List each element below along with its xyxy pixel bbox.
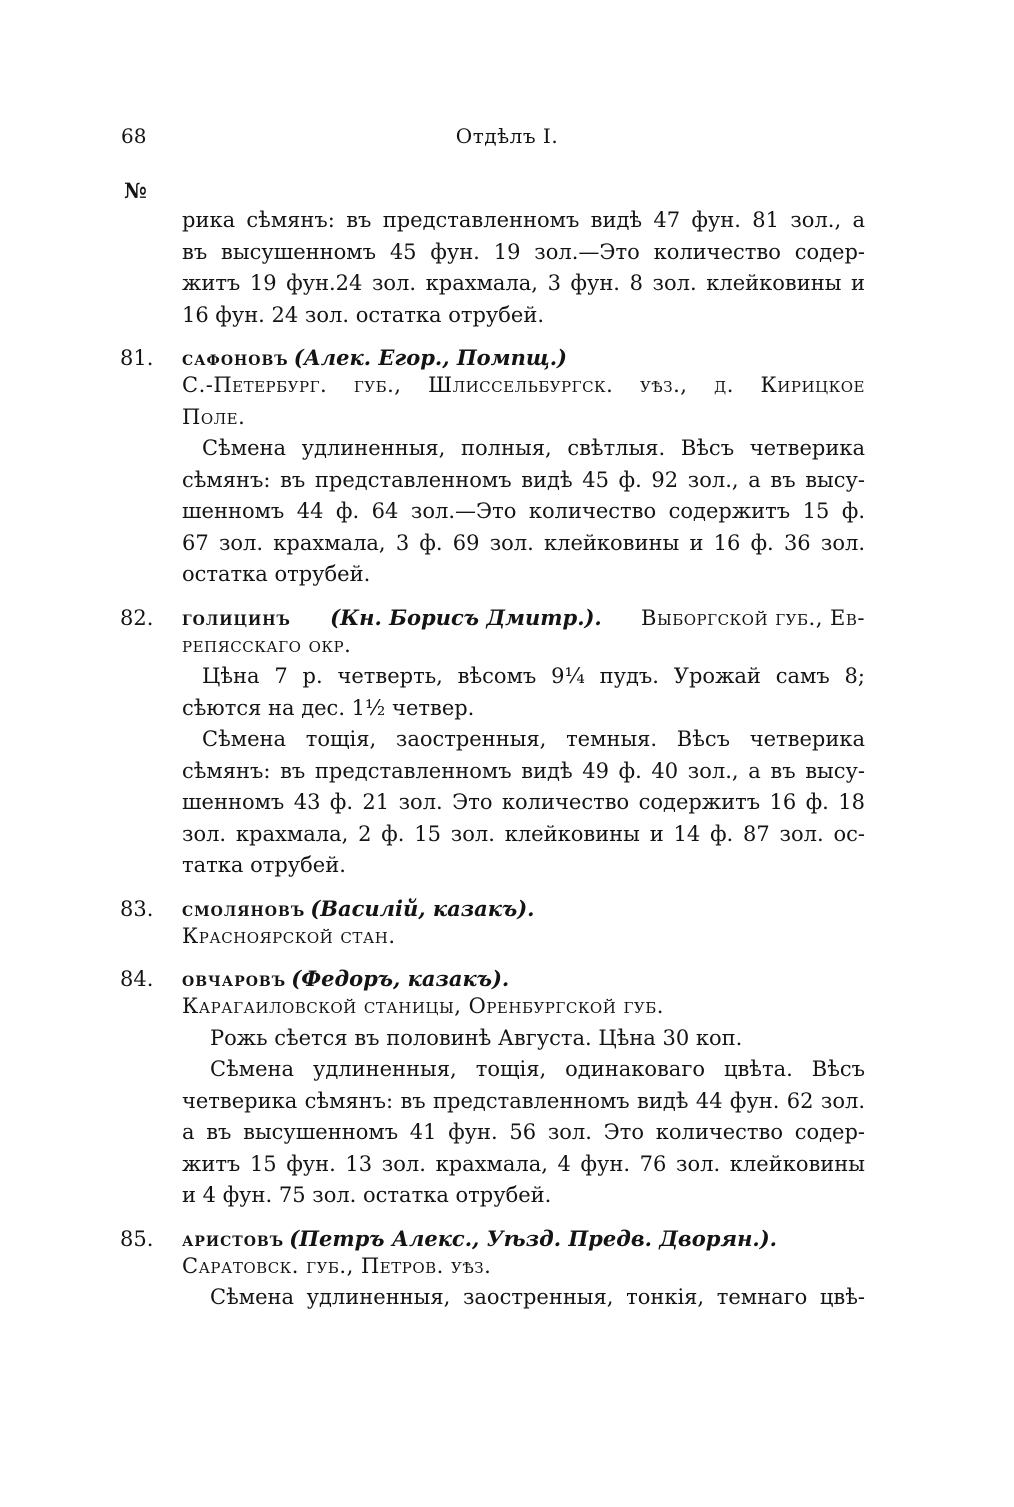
text-line: 67 зол. крахмала, 3 ф. 69 зол. клейковины и 16 ф. 36 зол. xyxy=(182,530,865,555)
entry-details: (Федоръ, казакъ). xyxy=(291,966,510,991)
text-line: Сѣмена удлиненныя, тощія, одинаковаго цвѣта. Вѣсъ xyxy=(210,1057,865,1081)
entry-name: смоляновъ xyxy=(182,896,306,921)
entry-number: 82. xyxy=(120,605,154,630)
entry-83 xyxy=(120,896,865,953)
place-line: Красноярской стан. xyxy=(182,923,396,948)
entry-details: (Петръ Алекс., Уѣзд. Предв. Дворян.). xyxy=(289,1225,777,1251)
text-line: 16 фун. 24 зол. остатка отрубей. xyxy=(182,302,545,327)
text-line: Сѣмена удлиненныя, полныя, свѣтлыя. Вѣсъ четверика xyxy=(202,436,865,460)
entry-name: аристовъ xyxy=(182,1226,285,1251)
entry-heading-place: Выборгской губ., Ев- xyxy=(641,605,865,630)
place-line: репясскаго окр. xyxy=(182,632,352,657)
text-line: Рожь сѣется въ половинѣ Августа. Цѣна 30 коп. xyxy=(210,1025,743,1050)
text-line: житъ 19 фун.24 зол. крахмала, 3 фун. 8 зол. клейковины и xyxy=(182,271,865,295)
place-line: Саратовск. губ., Петров. уѣз. xyxy=(182,1253,492,1278)
place-line: Поле. xyxy=(182,404,246,429)
text-line: сѣмянъ: въ представленномъ видѣ 45 ф. 92 зол., а въ высу- xyxy=(182,467,865,492)
text-line: шенномъ 43 ф. 21 зол. Это количество содержитъ 16 ф. 18 xyxy=(182,790,865,814)
entry-details: (Кн. Борисъ Дмитр.). xyxy=(330,604,602,630)
text-line: Цѣна 7 р. четверть, вѣсомъ 9¼ пудъ. Урожай самъ 8; xyxy=(202,664,865,688)
place-line: Карагаиловской станицы, Оренбургской губ. xyxy=(182,994,664,1018)
text-line: сѣмянъ: въ представленномъ видѣ 49 ф. 40 зол., а въ высу- xyxy=(182,758,865,783)
text-line: а въ высушенномъ 41 фун. 56 зол. Это количество содер- xyxy=(182,1120,865,1144)
entry-number: 83. xyxy=(120,896,154,921)
entry-heading xyxy=(120,966,865,991)
entry-details: (Василій, казакъ). xyxy=(310,895,535,921)
page-number: 68 xyxy=(121,124,147,148)
page-header xyxy=(0,124,1014,158)
running-head: Отдѣлъ I. xyxy=(455,124,559,148)
text-line: и 4 фун. 75 зол. остатка отрубей. xyxy=(182,1183,552,1207)
entry-number: 84. xyxy=(120,967,154,991)
text-line: Сѣмена удлиненныя, заостренныя, тонкія, темнаго цвѣ- xyxy=(210,1285,865,1309)
entry-name: сафоновъ xyxy=(182,346,289,370)
entry-81 xyxy=(120,345,865,591)
text-line: житъ 15 фун. 13 зол. крахмала, 4 фун. 76 зол. клейковины xyxy=(182,1151,865,1176)
entry-85 xyxy=(120,1226,865,1314)
entry-heading xyxy=(120,1226,865,1251)
text-line: въ высушенномъ 45 фун. 19 зол.—Это количество содер- xyxy=(182,239,865,264)
entry-heading xyxy=(120,605,865,630)
text-line: сѣются на дес. 1½ четвер. xyxy=(182,695,475,720)
page-body xyxy=(120,205,865,1314)
entry-heading xyxy=(120,345,865,370)
text-line: татка отрубей. xyxy=(182,853,346,877)
entry-name: голицинъ xyxy=(182,605,291,630)
text-line: четверика сѣмянъ: въ представленномъ видѣ 44 фун. 62 зол. xyxy=(182,1088,865,1113)
text-line: остатка отрубей. xyxy=(182,562,371,586)
entry-number: 85. xyxy=(120,1226,154,1251)
text-line: Сѣмена тощія, заостренныя, темныя. Вѣсъ четверика xyxy=(202,727,865,751)
entry-heading xyxy=(120,896,865,921)
number-sign: № xyxy=(124,178,147,203)
entry-82 xyxy=(120,605,865,882)
entry-name: овчаровъ xyxy=(182,967,287,991)
text-line: рика сѣмянъ: въ представленномъ видѣ 47 фун. 81 зол., а xyxy=(182,208,865,232)
continuation-paragraph xyxy=(120,205,865,331)
text-line: зол. крахмала, 2 ф. 15 зол. клейковины и 14 ф. 87 зол. ос- xyxy=(182,821,865,846)
entry-84 xyxy=(120,966,865,1212)
entry-number: 81. xyxy=(120,346,154,370)
place-line: С.-Петербург. губ., Шлиссельбургск. уѣз., д. Кирицкое xyxy=(182,373,865,397)
text-line: шенномъ 44 ф. 64 зол.—Это количество содержитъ 15 ф. xyxy=(182,499,865,523)
entry-details: (Алек. Егор., Помпщ.) xyxy=(293,345,567,370)
